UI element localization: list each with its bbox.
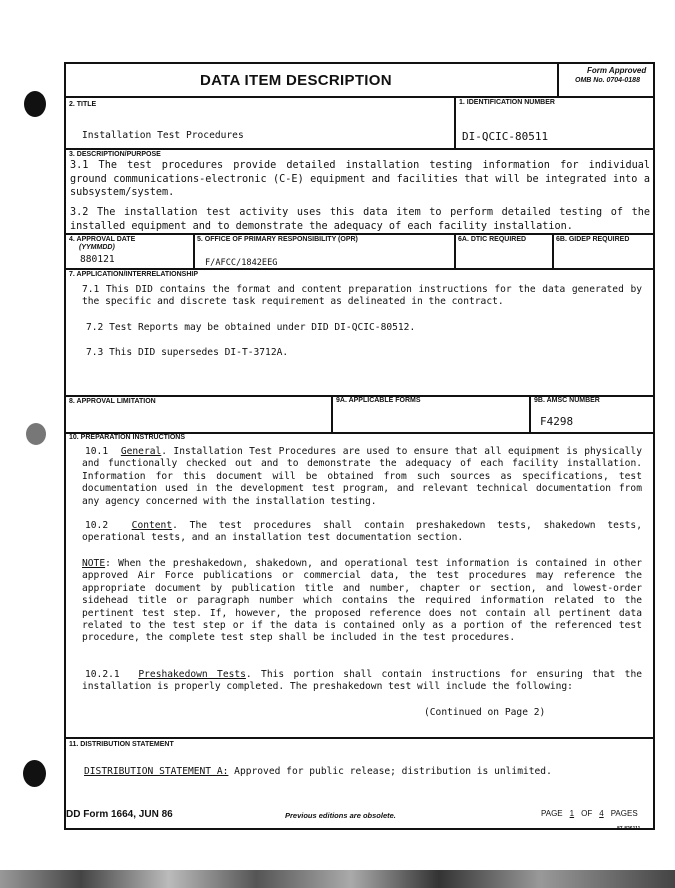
- distribution-text: Approved for public release; distribution is unlimited.: [228, 766, 552, 777]
- distribution-statement: [84, 766, 644, 778]
- instructions-paragraph-10-2-1: [82, 669, 642, 694]
- identification-value: DI-QCIC-80511: [462, 130, 549, 143]
- purpose-paragraph-3-2: 3.2 The installation test activity uses this data item to perform detailed testing of the installed equipment and to demonstrate the adequacy of each facility installation.: [70, 207, 650, 232]
- application-label: 7. APPLICATION/INTERRELATIONSHIP: [69, 271, 198, 278]
- paragraph-text: . The test procedures shall contain preshakedown tests, shakedown tests, operational tests, and an installation test documentation section.: [82, 520, 642, 544]
- approval-date-label: 4. APPROVAL DATE: [69, 236, 136, 243]
- distribution-label: 11. DISTRIBUTION STATEMENT: [69, 741, 174, 748]
- punch-hole-middle: [26, 423, 46, 445]
- form-number: DD Form 1664, JUN 86: [66, 809, 173, 820]
- omb-number: OMB No. 0704-0188: [575, 77, 640, 84]
- editions-note: Previous editions are obsolete.: [285, 811, 396, 820]
- approval-date-sublabel: (YYMMDD): [79, 244, 115, 251]
- application-paragraph-7-3: 7.3 This DID supersedes DI-T-3712A.: [86, 347, 289, 358]
- title-value: Installation Test Procedures: [82, 130, 244, 141]
- form-title: DATA ITEM DESCRIPTION: [200, 72, 392, 89]
- page-total: 4: [599, 809, 604, 818]
- title-label: 2. TITLE: [69, 101, 97, 108]
- pages-word: PAGES: [610, 809, 638, 818]
- paragraph-text: . Installation Test Procedures are used to ensure that all equipment is physically and functionally checked out and to demonstrate the adequacy of each facility installation. Information for this document will be obtained from such sources as specifications, test documentation used in the development test program, and relevant technical documentation from any agency concerned with the installation testing.: [82, 446, 642, 507]
- paragraph-text: . This portion shall contain instructions for ensuring that the installation is properly completed. The preshakedown test will include the following:: [82, 669, 642, 693]
- of-word: OF: [581, 809, 593, 818]
- paragraph-number: 10.2: [85, 520, 109, 531]
- opr-value: F/AFCC/1842EEG: [205, 258, 278, 268]
- approval-date-value: 880121: [80, 254, 115, 265]
- dtic-label: 6A. DTIC REQUIRED: [458, 236, 527, 243]
- note-text: : When the preshakedown, shakedown, and operational test information is contained in other approved Air Force publications or commercial data, the test procedures may reference the appropriate document by publication title and number, chapter or section, and lowest-order sidehead title or paragraph number which contains the required information related to the pertinent test step. If, however, the proposed reference does not contain all pertinent data related to the test step or if the data is contained only as a portion of the referenced test procedure, the complete test step shall be included in the test procedures.: [82, 558, 642, 644]
- opr-label: 5. OFFICE OF PRIMARY RESPONSIBILITY (OPR): [197, 236, 358, 243]
- page-number: 1: [569, 809, 575, 818]
- application-paragraph-7-2: 7.2 Test Reports may be obtained under DID DI-QCIC-80512.: [86, 322, 416, 333]
- amsc-label: 9B. AMSC NUMBER: [534, 397, 600, 404]
- gidep-label: 6B. GIDEP REQUIRED: [556, 236, 630, 243]
- instructions-paragraph-10-1: [82, 446, 642, 508]
- scan-edge: [0, 870, 675, 888]
- instructions-paragraph-10-2: [82, 520, 642, 545]
- distribution-heading: DISTRIBUTION STATEMENT A:: [84, 766, 229, 777]
- purpose-label: 3. DESCRIPTION/PURPOSE: [69, 151, 161, 158]
- printing-code: 87-826111.: [617, 826, 642, 832]
- application-paragraph-7-1: 7.1 This DID contains the format and content preparation instructions for the data generated by the specific and discrete task requirement as delineated in the contract.: [82, 284, 642, 308]
- applicable-forms-label: 9A. APPLICABLE FORMS: [336, 397, 421, 404]
- instructions-note: [82, 558, 642, 645]
- paragraph-number: 10.2.1: [85, 669, 120, 680]
- amsc-value: F4298: [540, 415, 574, 428]
- paragraph-number: 10.1: [85, 446, 109, 457]
- approval-limitation-label: 8. APPROVAL LIMITATION: [69, 398, 156, 405]
- form-approved: Form Approved: [587, 66, 647, 75]
- punch-hole-top: [24, 91, 46, 117]
- paragraph-heading: General: [120, 446, 162, 457]
- paragraph-heading: Content: [131, 520, 173, 531]
- identification-label: 1. IDENTIFICATION NUMBER: [459, 99, 555, 106]
- note-heading: NOTE: [82, 558, 106, 569]
- page-indicator: [541, 809, 638, 818]
- paragraph-heading: Preshakedown Tests: [138, 669, 246, 680]
- continued-note: (Continued on Page 2): [424, 707, 546, 718]
- punch-hole-bottom: [23, 760, 46, 787]
- purpose-paragraph-3-1: 3.1 The test procedures provide detailed installation testing information for individual ground communications-electronic (C-E) equipment and facilities that will be integrated into a subsystem/system.: [70, 160, 650, 198]
- page-word: PAGE: [541, 809, 563, 818]
- instructions-label: 10. PREPARATION INSTRUCTIONS: [69, 434, 186, 441]
